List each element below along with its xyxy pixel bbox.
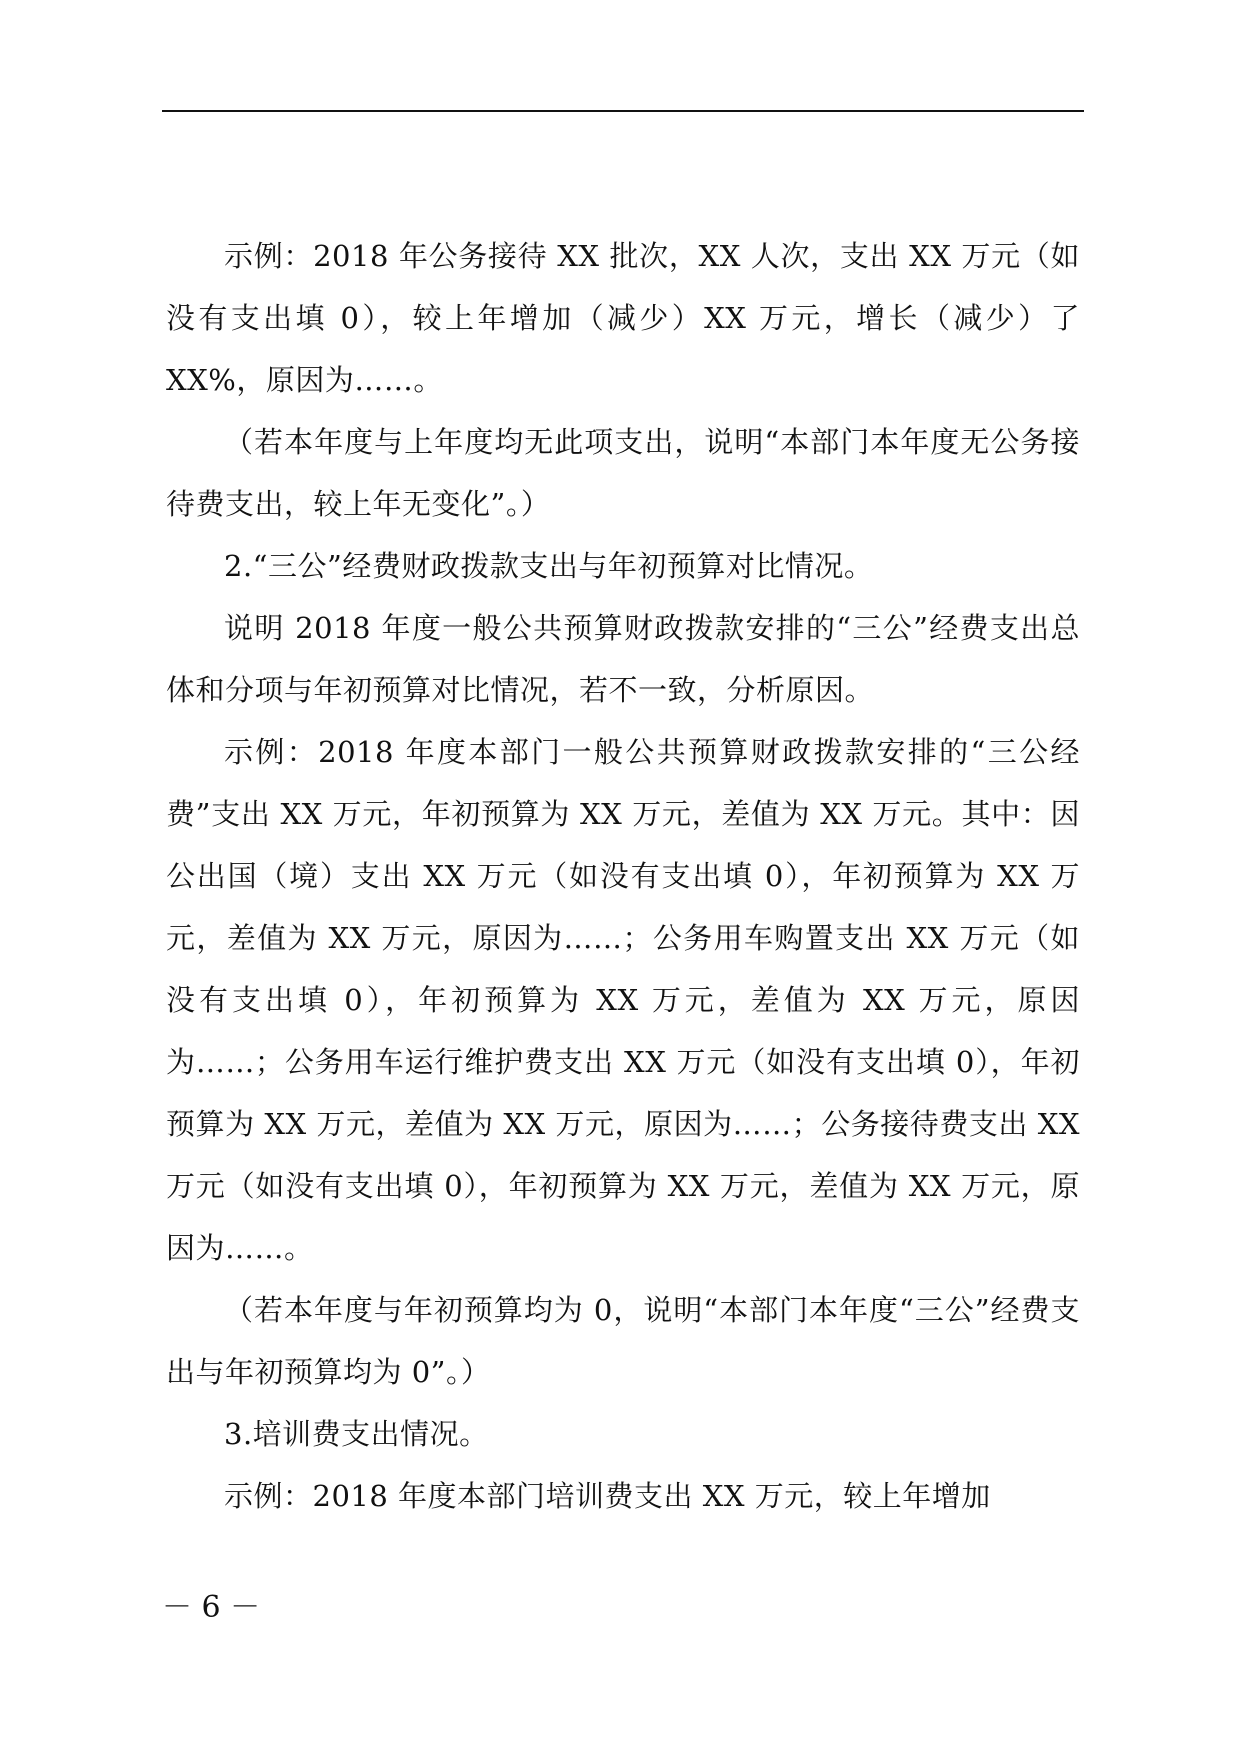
section-heading: 3.培训费支出情况。: [224, 1417, 489, 1451]
page-number: － 6 －: [162, 1590, 261, 1625]
document-body: [166, 225, 1080, 1527]
paragraph: 示例：2018 年公务接待 XX 批次，XX 人次，支出 XX 万元（如没有支出填 0），较上年增加（减少）XX 万元，增长（减少）了 XX%，原因为……。: [166, 239, 1080, 397]
paragraph: （若本年度与上年度均无此项支出，说明“本部门本年度无公务接待费支出，较上年无变化”。）: [166, 425, 1080, 521]
paragraph: 说明 2018 年度一般公共预算财政拨款安排的“三公”经费支出总体和分项与年初预算对比情况，若不一致，分析原因。: [166, 611, 1080, 707]
header-rule: [162, 110, 1084, 112]
paragraph: 示例：2018 年度本部门培训费支出 XX 万元，较上年增加: [224, 1479, 991, 1513]
paragraph: 示例：2018 年度本部门一般公共预算财政拨款安排的“三公经费”支出 XX 万元，年初预算为 XX 万元，差值为 XX 万元。其中：因公出国（境）支出 XX 万元（如没有支出填 0），年初预算为 XX 万元，差值为 XX 万元，原因为……；公务用车购置支出 XX 万元（如没有支出填 0），年初预算为 XX 万元，差值为 XX 万元，原因为……；公务用车运行维护费支出 XX 万元（如没有支出填 0），年初预算为 XX 万元，差值为 XX 万元，原因为……；公务接待费支出 XX 万元（如没有支出填 0），年初预算为 XX 万元，差值为 XX 万元，原因为……。: [166, 735, 1080, 1265]
paragraph: （若本年度与年初预算均为 0，说明“本部门本年度“三公”经费支出与年初预算均为 0”。）: [166, 1293, 1080, 1389]
section-heading: 2.“三公”经费财政拨款支出与年初预算对比情况。: [224, 549, 874, 583]
